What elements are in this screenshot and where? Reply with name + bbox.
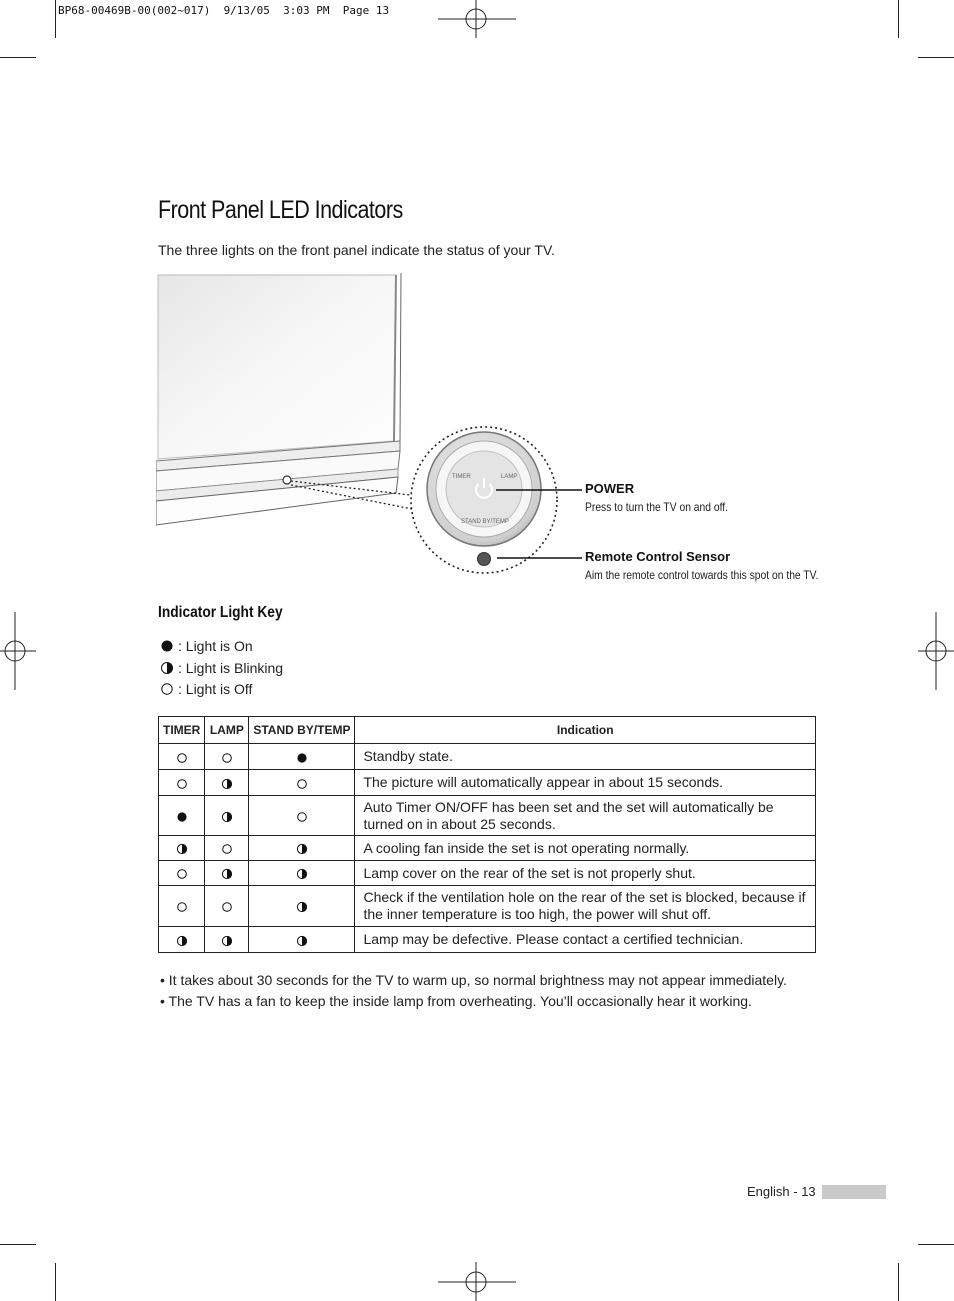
crop-mark	[918, 57, 954, 58]
lamp-status-cell	[205, 886, 249, 927]
led-off-icon	[176, 868, 188, 880]
registration-mark-top	[438, 0, 518, 40]
column-header-lamp: LAMP	[205, 717, 249, 744]
note-item: • The TV has a fan to keep the inside lamp from overheating. You’ll occasionally hear it working.	[160, 993, 752, 1009]
standby-status-cell	[249, 836, 355, 861]
callout-power-title: POWER	[585, 481, 635, 496]
table-row	[159, 796, 816, 836]
timer-status-cell	[159, 770, 205, 796]
callout-power-desc: Press to turn the TV on and off.	[585, 500, 729, 514]
crop-mark	[918, 1244, 954, 1245]
standby-status-cell	[249, 744, 355, 770]
indication-cell: Lamp may be defective. Please contact a certified technician.	[355, 927, 816, 953]
panel-label-standby: STAND BY/TEMP	[461, 519, 509, 525]
crop-mark	[898, 0, 899, 38]
note-item: • It takes about 30 seconds for the TV to warm up, so normal brightness may not appear immediately.	[160, 972, 787, 988]
crop-mark	[55, 0, 56, 38]
indication-cell: Auto Timer ON/OFF has been set and the set will automatically be turned on in about 25 seconds.	[355, 796, 816, 836]
table-row	[159, 927, 816, 953]
standby-status-cell	[249, 861, 355, 886]
page-number: English - 13	[747, 1184, 816, 1199]
timer-status-cell	[159, 861, 205, 886]
led-blink-icon	[296, 935, 308, 947]
table-row	[159, 744, 816, 770]
led-off-icon	[160, 682, 174, 696]
lamp-status-cell	[205, 927, 249, 953]
registration-mark-bottom	[438, 1262, 518, 1301]
indication-cell: A cooling fan inside the set is not operating normally.	[355, 836, 816, 861]
led-blink-icon	[221, 935, 233, 947]
panel-label-lamp: LAMP	[501, 474, 518, 480]
lamp-status-cell	[205, 861, 249, 886]
table-body	[159, 744, 816, 953]
callout-sensor-desc: Aim the remote control towards this spot on the TV.	[585, 568, 819, 582]
legend-item-blink	[160, 660, 283, 676]
callout-remote-sensor	[585, 549, 856, 582]
led-blink-icon	[221, 778, 233, 790]
registration-mark-right	[916, 612, 954, 692]
led-blink-icon	[176, 843, 188, 855]
indicator-key-heading: Indicator Light Key	[158, 604, 283, 621]
tv-front-panel-illustration	[156, 273, 856, 583]
table-row	[159, 886, 816, 927]
lamp-status-cell	[205, 770, 249, 796]
table-row	[159, 770, 816, 796]
timer-status-cell	[159, 886, 205, 927]
footer-bar	[822, 1185, 886, 1199]
callout-sensor-title: Remote Control Sensor	[585, 549, 731, 564]
led-blink-icon	[296, 843, 308, 855]
legend-label: : Light is Blinking	[178, 660, 284, 676]
crop-mark	[0, 57, 36, 58]
led-off-icon	[176, 752, 188, 764]
intro-text: The three lights on the front panel indicate the status of your TV.	[158, 242, 555, 258]
legend-item-on	[160, 638, 253, 654]
led-off-icon	[221, 843, 233, 855]
crop-mark	[898, 1263, 899, 1301]
column-header-timer: TIMER	[159, 717, 205, 744]
standby-status-cell	[249, 770, 355, 796]
standby-status-cell	[249, 886, 355, 927]
indication-cell: Lamp cover on the rear of the set is not properly shut.	[355, 861, 816, 886]
standby-status-cell	[249, 796, 355, 836]
crop-mark	[0, 1244, 36, 1245]
legend-label: : Light is Off	[178, 681, 253, 697]
timer-status-cell	[159, 744, 205, 770]
led-blink-icon	[176, 935, 188, 947]
print-header: BP68-00469B-00(002~017) 9/13/05 3:03 PM Page 13	[58, 4, 390, 17]
led-on-icon	[296, 752, 308, 764]
led-off-icon	[176, 778, 188, 790]
led-blink-icon	[296, 901, 308, 913]
table-row	[159, 836, 816, 861]
crop-mark	[55, 1263, 56, 1301]
lamp-status-cell	[205, 836, 249, 861]
legend-item-off	[160, 681, 252, 697]
table-header-row	[159, 717, 816, 744]
led-off-icon	[221, 752, 233, 764]
led-blink-icon	[296, 868, 308, 880]
indication-cell: Check if the ventilation hole on the rear of the set is blocked, because if the inner temperature is too high, the power will shut off.	[355, 886, 816, 927]
standby-status-cell	[249, 927, 355, 953]
lamp-status-cell	[205, 796, 249, 836]
led-blink-icon	[221, 868, 233, 880]
callout-power	[585, 481, 751, 514]
legend-label: : Light is On	[178, 638, 253, 654]
timer-status-cell	[159, 927, 205, 953]
lamp-status-cell	[205, 744, 249, 770]
column-header-standby: STAND BY/TEMP	[249, 717, 355, 744]
led-on-icon	[160, 639, 174, 653]
led-off-icon	[296, 811, 308, 823]
led-off-icon	[176, 901, 188, 913]
table-row	[159, 861, 816, 886]
indication-cell: The picture will automatically appear in about 15 seconds.	[355, 770, 816, 796]
led-on-icon	[176, 811, 188, 823]
registration-mark-left	[0, 612, 38, 692]
page-title: Front Panel LED Indicators	[158, 196, 403, 224]
panel-label-timer: TIMER	[452, 474, 471, 480]
column-header-indication: Indication	[355, 717, 816, 744]
indicator-table	[158, 716, 816, 953]
notes-list	[160, 970, 787, 1012]
indication-cell: Standby state.	[355, 744, 816, 770]
led-blink-icon	[160, 661, 174, 675]
led-blink-icon	[221, 811, 233, 823]
timer-status-cell	[159, 836, 205, 861]
timer-status-cell	[159, 796, 205, 836]
led-off-icon	[221, 901, 233, 913]
led-off-icon	[296, 778, 308, 790]
